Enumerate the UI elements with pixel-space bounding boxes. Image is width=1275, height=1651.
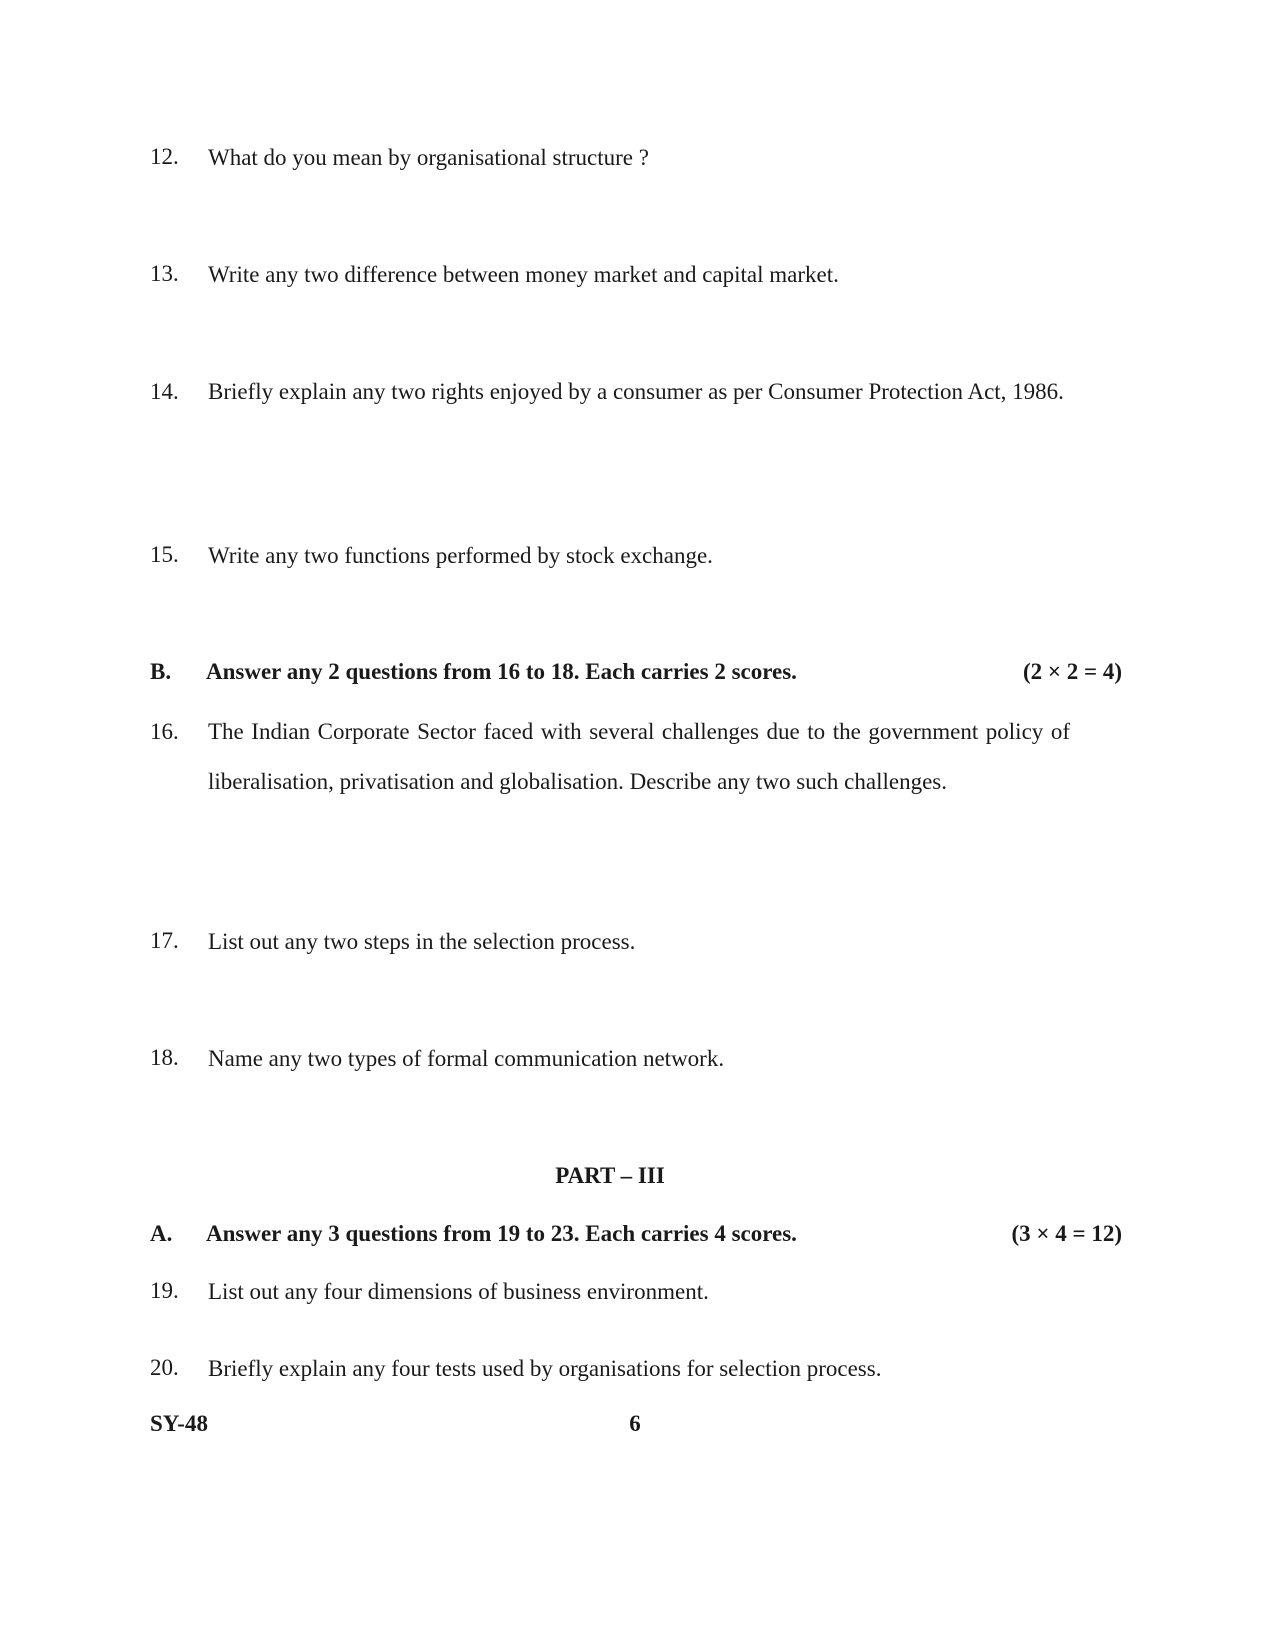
question-text: Briefly explain any two rights enjoyed by a consumer as per Consumer Protection Act, 1986. (208, 379, 1064, 404)
section-marks: (3 × 4 = 12) (1011, 1221, 1122, 1246)
question-text: Name any two types of formal communication network. (208, 1046, 725, 1071)
question-19 (150, 1278, 1070, 1306)
question-18 (150, 1045, 1070, 1073)
question-text: List out any two steps in the selection process. (208, 929, 636, 954)
question-14 (150, 378, 1070, 417)
question-15 (150, 542, 1070, 570)
page-number: 6 (629, 1411, 641, 1436)
question-17 (150, 928, 1070, 956)
question-text: Write any two functions performed by stock exchange. (208, 543, 713, 568)
question-text: List out any four dimensions of business environment. (208, 1279, 709, 1304)
question-number: 17. (150, 928, 179, 953)
section-letter: A. (150, 1221, 173, 1246)
question-text: Briefly explain any four tests used by organisations for selection process. (208, 1356, 882, 1381)
part-title: PART – III (555, 1163, 665, 1188)
section-instruction: Answer any 2 questions from 16 to 18. Each carries 2 scores. (206, 659, 797, 684)
question-text: Write any two difference between money market and capital market. (208, 262, 839, 287)
question-text: The Indian Corporate Sector faced with several challenges due to the government policy of liberalisation, privatisation and globalisation. Describe any two such challenges. (208, 719, 1070, 794)
question-number: 15. (150, 542, 179, 567)
question-12 (150, 144, 1070, 172)
question-text: What do you mean by organisational structure ? (208, 145, 649, 170)
question-20 (150, 1355, 1070, 1383)
question-number: 12. (150, 144, 179, 169)
question-number: 14. (150, 379, 179, 404)
question-13 (150, 261, 1070, 289)
question-16 (150, 718, 1070, 807)
question-number: 20. (150, 1355, 179, 1380)
question-number: 18. (150, 1045, 179, 1070)
paper-code: SY-48 (150, 1411, 208, 1436)
question-number: 19. (150, 1278, 179, 1303)
section-marks: (2 × 2 = 4) (1022, 659, 1122, 684)
question-number: 16. (150, 719, 179, 744)
question-number: 13. (150, 261, 179, 286)
section-letter: B. (150, 659, 172, 684)
section-instruction: Answer any 3 questions from 19 to 23. Each carries 4 scores. (206, 1221, 797, 1246)
